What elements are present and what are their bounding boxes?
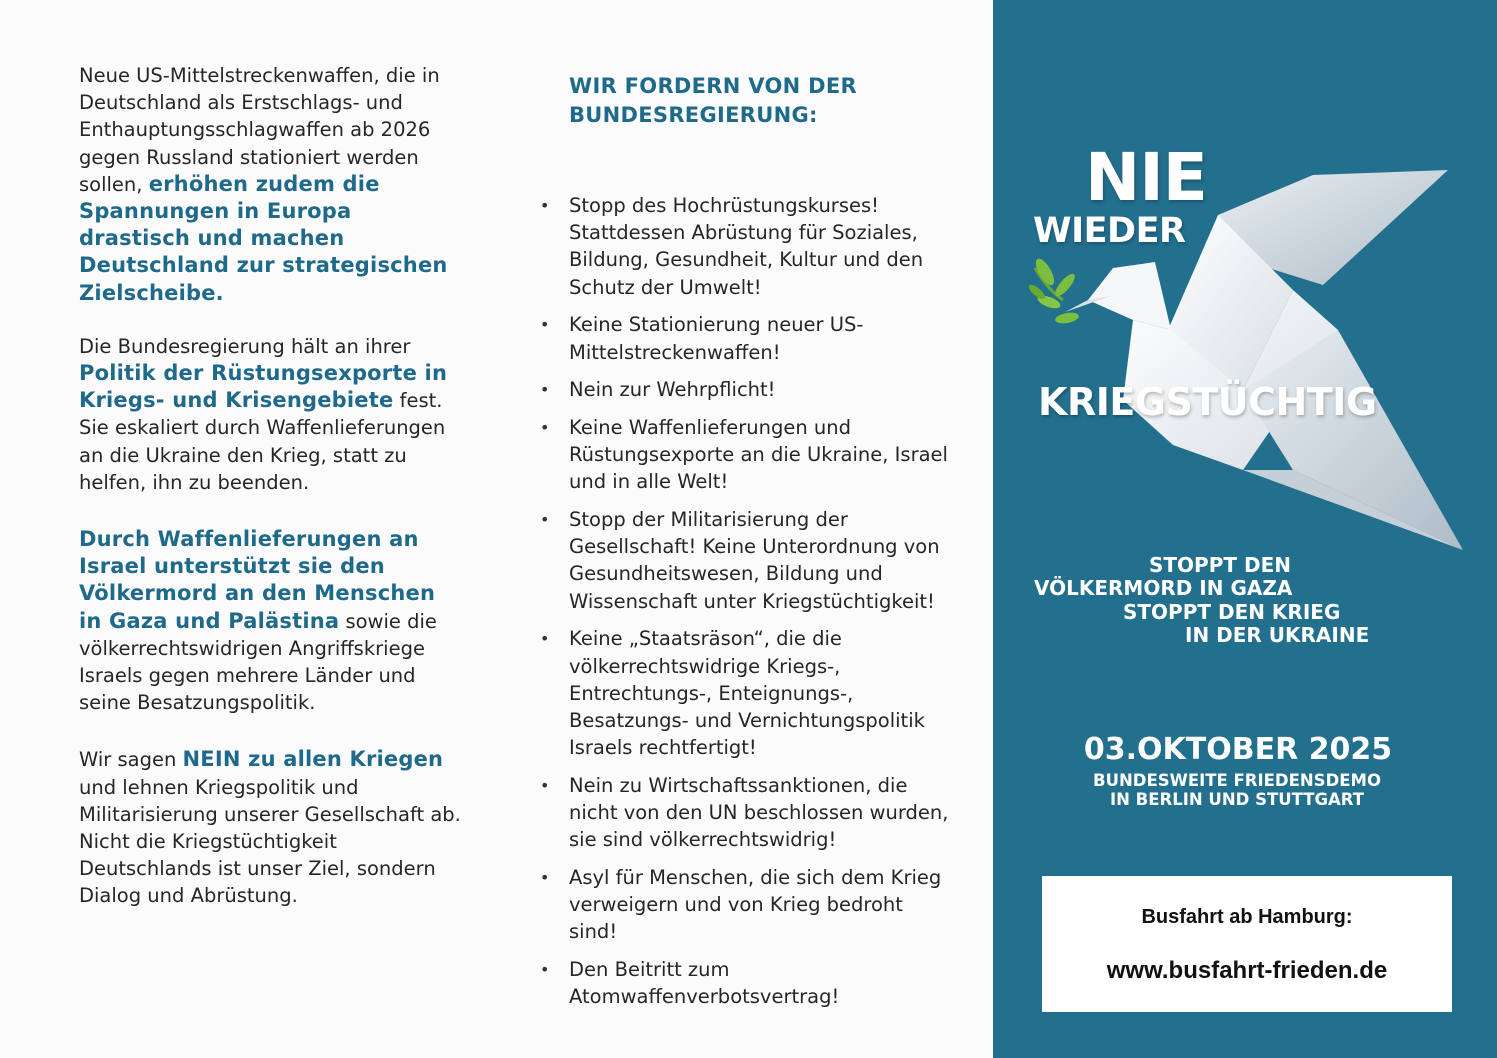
- paragraph-arms-exports: [79, 333, 464, 496]
- demand-text: Nein zu Wirtschaftssanktionen, die nicht von den UN beschlossen wurden, sie sind völkerrechtswidrig!: [569, 773, 949, 852]
- title-kriegstuechtig: KRIEGSTÜCHTIG: [1038, 380, 1377, 424]
- demand-item: [540, 625, 950, 761]
- demand-text: Den Beitritt zum Atomwaffenverbotsvertrag!: [569, 958, 840, 1009]
- demands-heading: [569, 72, 950, 130]
- bus-label: Busfahrt ab Hamburg:: [1141, 906, 1353, 928]
- paragraph-arms-exports-highlight: Politik der Rüstungsexporte in Kriegs- und Krisengebiete: [79, 361, 448, 413]
- paragraph-no-war-rest: und lehnen Kriegspolitik und Militarisierung unserer Gesellschaft ab. Nicht die Kriegstüchtigkeit Deutschlands ist unser Ziel, sondern Dialog und Abrüstung.: [79, 775, 461, 908]
- demand-item: [540, 956, 950, 1010]
- demand-text: Nein zur Wehrpflicht!: [569, 378, 776, 402]
- demands-heading-line2: BUNDESREGIERUNG:: [569, 103, 818, 127]
- cover-panel: [993, 0, 1497, 1058]
- demand-text: Asyl für Menschen, die sich dem Krieg verweigern und von Krieg bedroht sind!: [569, 865, 942, 944]
- paragraph-missiles-text: Neue US-Mittelstreckenwaffen, die in Deutschland als Erstschlags- und Enthauptungsschlagwaffen ab 2026 gegen Russland stationiert werden sollen,: [79, 64, 440, 196]
- bullet-icon: •: [540, 380, 550, 400]
- demand-item: [540, 192, 950, 301]
- title-nie: NIE: [1085, 139, 1207, 216]
- demand-item: [540, 376, 950, 403]
- demands-column: [540, 72, 950, 1021]
- paragraph-missiles: [79, 62, 464, 307]
- bullet-icon: •: [540, 775, 550, 795]
- event-description-2: IN BERLIN UND STUTTGART: [1109, 790, 1365, 809]
- paragraph-gaza: [79, 526, 464, 716]
- paragraph-gaza-rest: sowie die völkerrechtswidrigen Angriffskriege Israels gegen mehrere Länder und seine Besatzungspolitik.: [79, 609, 437, 715]
- demands-list: [540, 192, 950, 1010]
- bullet-icon: •: [540, 629, 550, 649]
- bus-url-link[interactable]: www.busfahrt-frieden.de: [1106, 957, 1388, 984]
- slogan-line-3: STOPPT DEN KRIEG: [1123, 600, 1341, 624]
- paragraph-missiles-highlight: erhöhen zudem die Spannungen in Europa drastisch und machen Deutschland zur strategischen Zielscheibe.: [79, 171, 448, 305]
- demand-text: Keine Waffenlieferungen und Rüstungsexporte an die Ukraine, Israel und in alle Welt!: [569, 415, 948, 494]
- bullet-icon: •: [540, 417, 550, 437]
- bus-info-box: [1042, 876, 1452, 1012]
- olive-leaf: [1027, 283, 1047, 302]
- demand-item: [540, 506, 950, 615]
- paragraph-no-war-text: Wir sagen: [79, 748, 183, 772]
- bullet-icon: •: [540, 867, 550, 887]
- dove-head: [1088, 262, 1171, 330]
- demand-text: Stopp der Militarisierung der Gesellschaft! Keine Unterordnung von Gesundheitswesen, Bildung und Wissenschaft unter Kriegstüchtigkeit!: [569, 508, 940, 613]
- slogan-line-2: VÖLKERMORD IN GAZA: [1034, 576, 1293, 600]
- paragraph-no-war-highlight: NEIN zu allen Kriegen: [182, 747, 444, 772]
- olive-leaf: [1054, 311, 1079, 325]
- paragraph-gaza-highlight: Durch Waffenlieferungen an Israel unterstützt sie den Völkermord an den Menschen in Gaza und Palästina: [79, 527, 436, 633]
- olive-leaf: [1052, 271, 1078, 299]
- slogan-line-1: STOPPT DEN: [1149, 553, 1291, 577]
- paragraph-arms-exports-rest: fest. Sie eskaliert durch Waffenlieferungen an die Ukraine den Krieg, statt zu helfen, ihn zu beenden.: [79, 389, 446, 494]
- title-wieder: WIEDER: [1033, 211, 1186, 251]
- paragraph-no-war: [79, 746, 464, 909]
- demand-item: [540, 772, 950, 854]
- bullet-icon: •: [540, 510, 550, 530]
- demand-item: [540, 311, 950, 365]
- bullet-icon: •: [540, 960, 550, 980]
- demand-item: [540, 414, 950, 496]
- demand-text: Stopp des Hochrüstungskurses! Stattdessen Abrüstung für Soziales, Bildung, Gesundheit, Kultur und den Schutz der Umwelt!: [569, 194, 924, 299]
- bullet-icon: •: [540, 315, 550, 335]
- bullet-icon: •: [540, 196, 550, 215]
- paragraph-arms-exports-text: Die Bundesregierung hält an ihrer: [79, 334, 411, 358]
- left-column: [79, 62, 464, 910]
- demands-heading-line1: WIR FORDERN VON DER: [569, 74, 857, 98]
- event-description-1: BUNDESWEITE FRIEDENSDEMO: [1093, 771, 1381, 790]
- event-date: 03.OKTOBER 2025: [1083, 732, 1393, 767]
- demand-item: [540, 864, 950, 946]
- demand-text: Keine Stationierung neuer US-Mittelstreckenwaffen!: [569, 313, 864, 364]
- slogan-line-4: IN DER UKRAINE: [1185, 623, 1370, 647]
- demand-text: Keine „Staatsräson“, die die völkerrechtswidrige Kriegs-, Entrechtungs-, Enteignungs-, Besatzungs- und Vernichtungspolitik Israels rechtfertigt!: [569, 627, 925, 760]
